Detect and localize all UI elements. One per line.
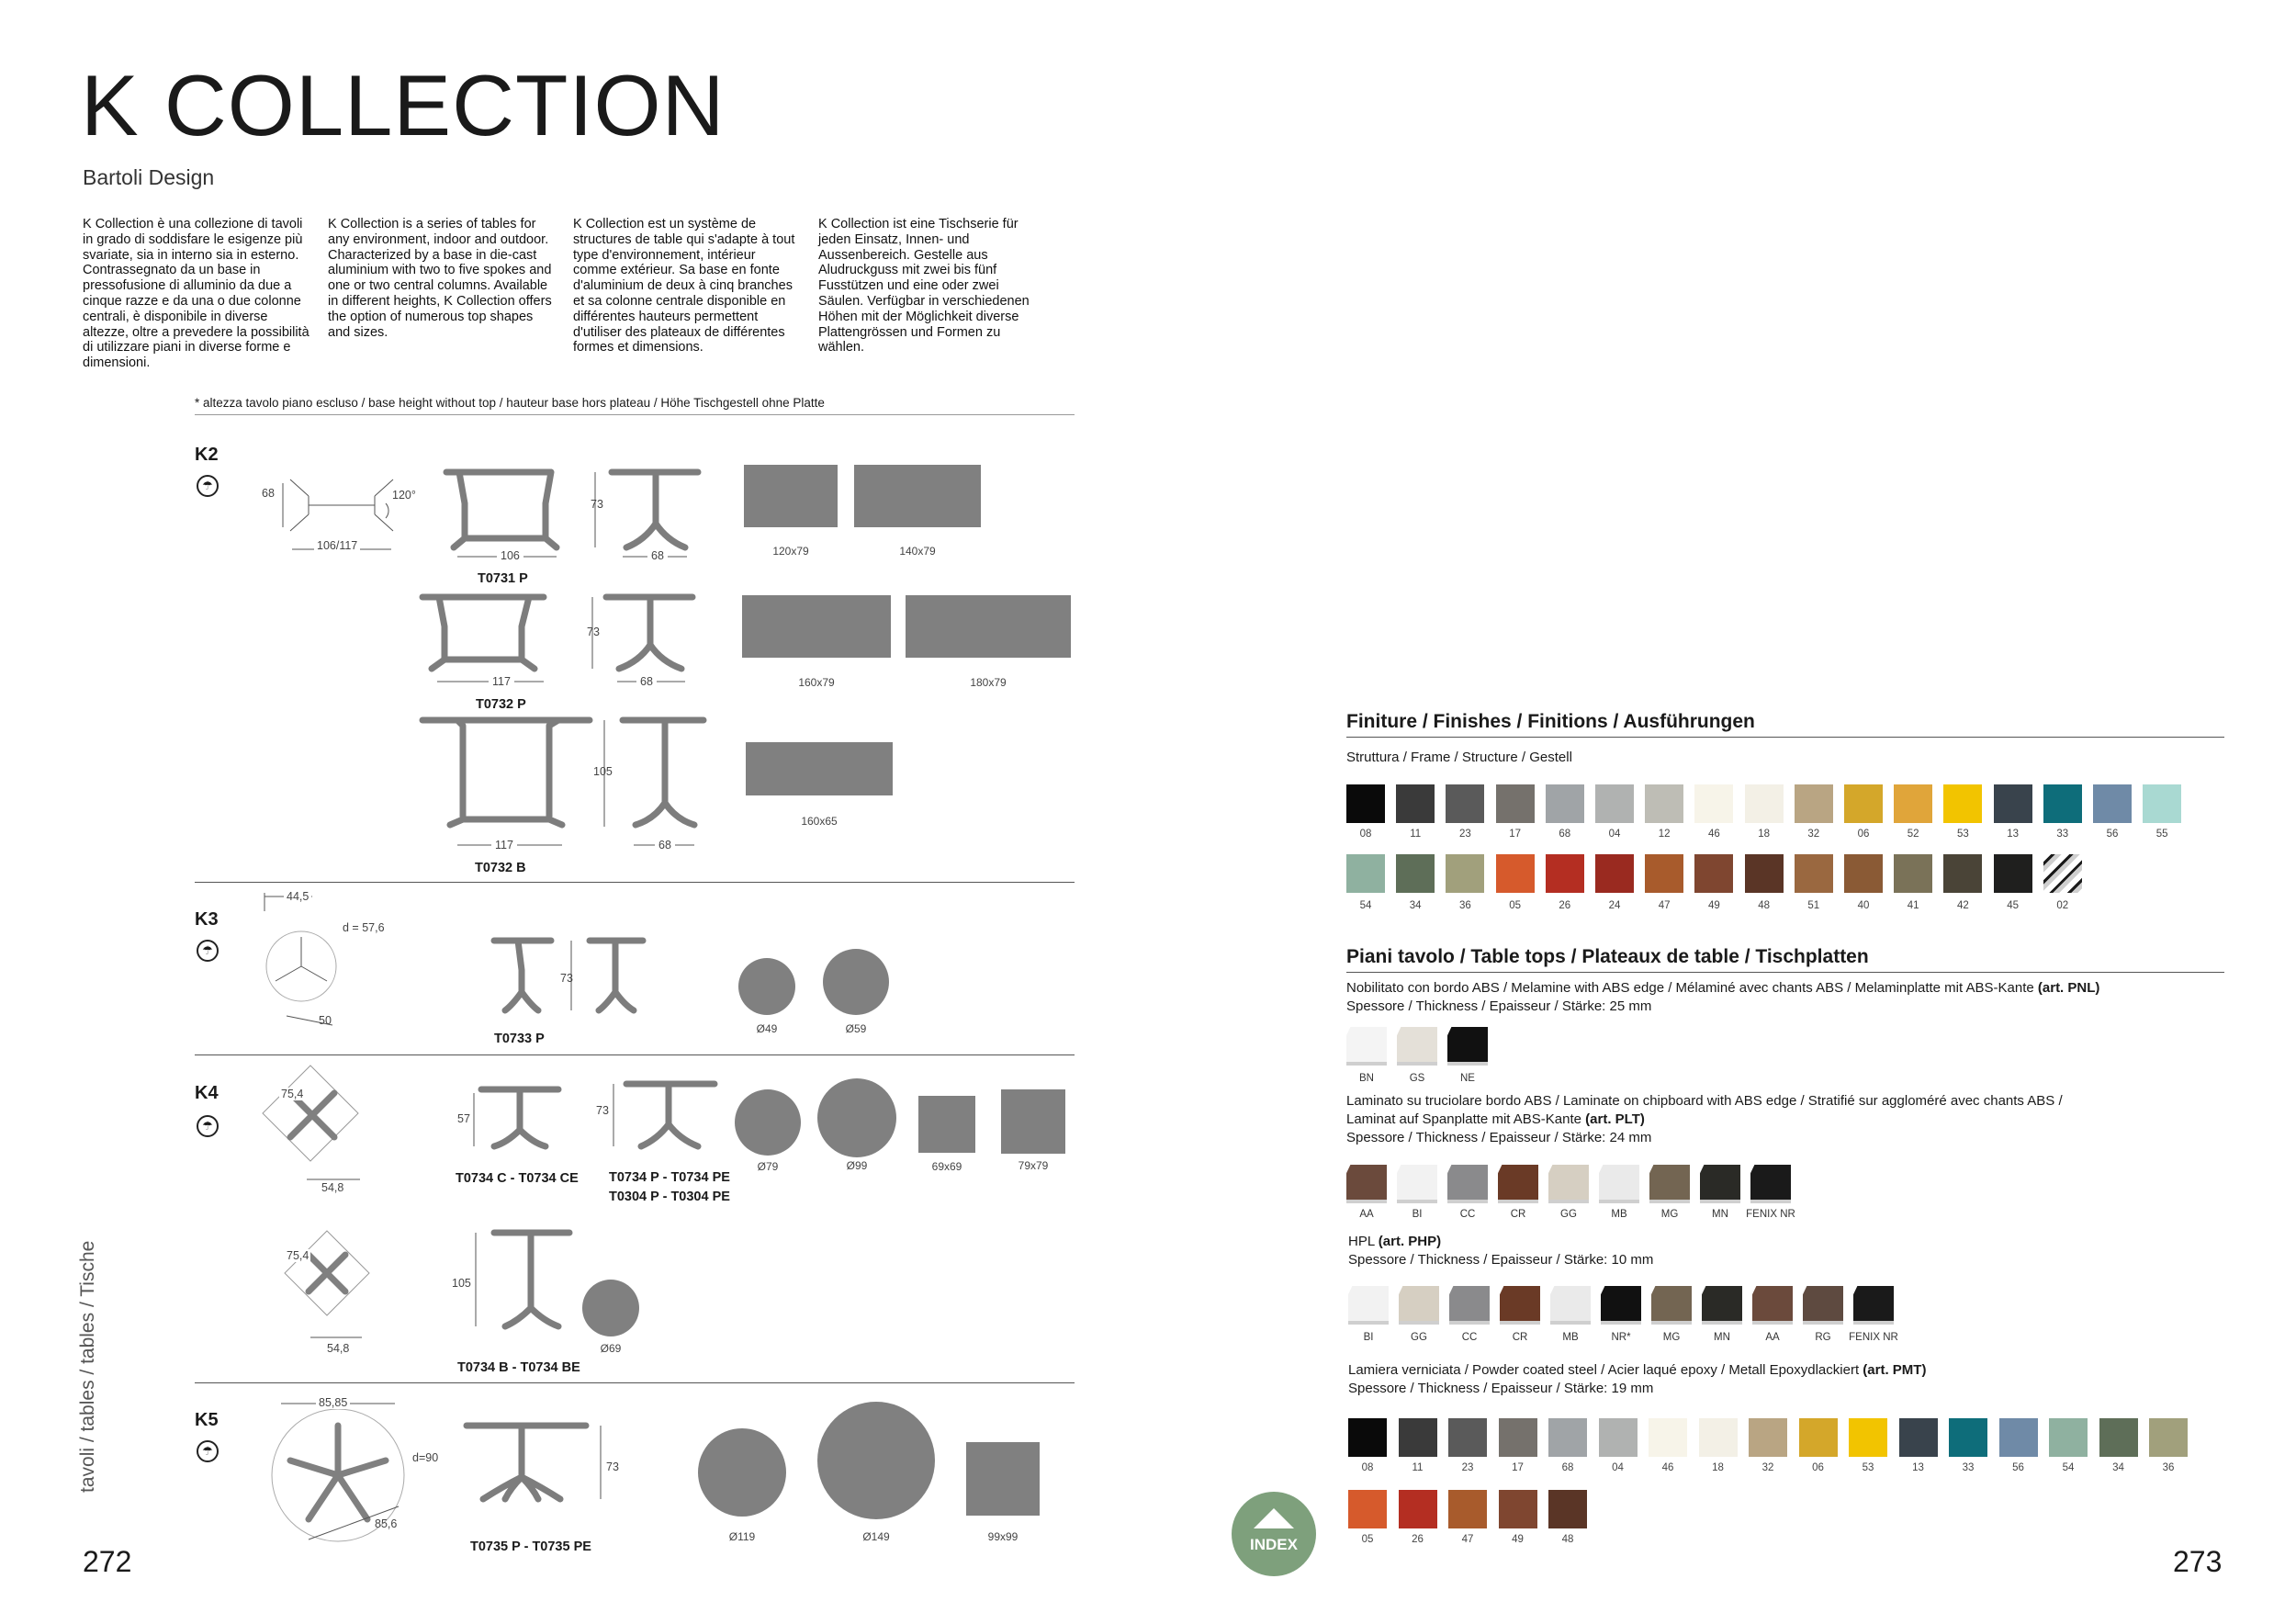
finish-code-label: 26 [1559,900,1571,911]
k4-h2: 73 [596,1104,609,1117]
top-size-label: Ø99 [846,1159,868,1172]
color-swatch [1595,784,1634,823]
color-swatch [1943,784,1982,823]
top-size-label: 160x79 [798,676,835,689]
k5-plan-d: d=90 [412,1451,439,1464]
finish-code-label: 47 [1461,1534,1474,1545]
k3-plan-b: 50 [319,1014,332,1027]
finish-code-label: 34 [2112,1462,2124,1473]
color-swatch [1548,1418,1587,1457]
index-label: INDEX [1250,1536,1298,1553]
color-swatch [1844,854,1883,893]
finish-plate [1498,1165,1538,1203]
k4-plan-drawing [255,1062,375,1190]
top-round [817,1402,935,1519]
finish-code-label: GG [1560,1209,1577,1220]
finish-code-label: 36 [2162,1462,2175,1473]
designer-subtitle: Bartoli Design [83,165,215,189]
finish-code-label: 18 [1758,829,1770,840]
top-size-label: Ø79 [757,1160,779,1173]
finish-code-label: 51 [1807,900,1820,911]
finishes-title: Finiture / Finishes / Finitions / Ausführungen [1346,711,1755,732]
k3-drawing [481,937,665,1029]
section-divider [195,1382,1075,1383]
k2-row2-height: 73 [587,626,600,638]
color-swatch [2099,1418,2138,1457]
finish-code-label: 13 [2007,829,2019,840]
arrow-up-icon [1254,1508,1294,1528]
finish-code-label: 54 [2062,1462,2075,1473]
color-swatch [1399,1418,1437,1457]
plt-thickness: Spessore / Thickness / Epaisseur / Stärke: 24 mm [1346,1130,1652,1145]
color-swatch [1546,784,1584,823]
k2-row1-depth: 68 [647,549,668,562]
note-divider [195,414,1075,415]
color-swatch [1446,784,1484,823]
finish-code-label: 48 [1758,900,1770,911]
finish-code-label: FENIX NR [1746,1209,1795,1220]
k4-code1: T0734 C - T0734 CE [456,1171,579,1186]
color-swatch [1899,1418,1938,1457]
finish-code-label: 23 [1461,1462,1474,1473]
k4-code3: T0734 B - T0734 BE [457,1360,580,1375]
color-swatch [1795,854,1833,893]
vertical-category-label: tavoli / tables / tables / Tische [77,1240,98,1493]
model-k4: K4 [195,1083,219,1103]
k2-row2-drawing [415,593,718,685]
k2-row2-depth: 68 [636,675,657,688]
k5-height: 73 [606,1460,619,1473]
finish-plate [1700,1165,1740,1203]
umbrella-icon: ☂ [197,940,219,962]
finish-code-label: AA [1765,1332,1780,1343]
k4-drawing [474,1084,749,1176]
finish-plate [1803,1286,1843,1325]
color-swatch [1844,784,1883,823]
table-tops-title: Piani tavolo / Table tops / Plateaux de table / Tischplatten [1346,946,1869,967]
k2-plan-angle: 120° [392,489,416,502]
finish-plate [1548,1165,1589,1203]
k3-height: 73 [560,972,573,985]
finish-plate [1599,1165,1639,1203]
finish-code-label: NR* [1611,1332,1631,1343]
finish-plate [1601,1286,1641,1325]
finish-code-label: MG [1662,1332,1681,1343]
table-tops-divider [1346,972,2224,973]
color-swatch [1894,784,1932,823]
k4-plan-b: 54,8 [321,1181,344,1194]
finish-code-label: 68 [1561,1462,1574,1473]
pnl-description [1346,979,2099,998]
finish-code-label: 04 [1608,829,1621,840]
pmt-thickness: Spessore / Thickness / Epaisseur / Stärke: 19 mm [1348,1381,1654,1396]
color-swatch [1546,854,1584,893]
color-swatch [1949,1418,1987,1457]
pnl-line1: Nobilitato con bordo ABS / Melamine with ABS edge / Mélaminé avec chants ABS / Melaminplatte mit ABS-Kante [1346,980,2034,996]
finish-code-label: 45 [2007,900,2019,911]
finish-code-label: CC [1461,1332,1478,1343]
finish-code-label: BI [1412,1209,1423,1220]
description-it: K Collection è una collezione di tavoli in grado di soddisfare le esigenze più svariate, sia in interno sia in esterno. Contrassegnato da un base in pressofusione di alluminio da due a cinque razze e da una o due colonne centrali, è disponibile in diverse altezze, oltre a prevedere la possibilità di utilizzare piani in diverse forme e dimensioni. [83,217,310,371]
height-note: * altezza tavolo piano escluso / base height without top / hauteur base hors plateau / Höhe Tischgestell ohne Platte [195,396,825,410]
color-swatch [1348,1418,1387,1457]
k2-plan-width: 106/117 [314,539,360,552]
k5-plan-a: 85,85 [316,1396,350,1409]
color-swatch [2149,1418,2188,1457]
frame-label: Struttura / Frame / Structure / Gestell [1346,750,1572,765]
color-swatch [1396,784,1435,823]
index-button[interactable] [1232,1492,1316,1576]
color-swatch [2043,854,2082,893]
top-size-label: Ø149 [862,1530,890,1543]
finish-code-label: 46 [1661,1462,1674,1473]
k4-code2a: T0734 P - T0734 PE [609,1170,730,1185]
finish-code-label: 26 [1412,1534,1424,1545]
finish-code-label: 24 [1608,900,1621,911]
pnl-art: (art. PNL) [2037,980,2100,996]
description-de: K Collection ist eine Tischserie für jeden Einsatz, Innen- und Aussenbereich. Gestelle aus Aludruckguss mit zwei bis fünf Fusstützen und eine oder zwei Säulen. Verfügbar in verschiedenen Höhen mit der Möglichkeit diverse Plattengrössen und Formen zu wählen. [818,217,1030,355]
finish-plate [1649,1165,1690,1203]
finish-code-label: 11 [1412,1462,1424,1473]
finish-plate [1348,1286,1389,1325]
color-swatch [1396,854,1435,893]
finish-plate [1449,1286,1490,1325]
finish-code-label: AA [1359,1209,1374,1220]
finish-code-label: GG [1411,1332,1427,1343]
top-rect [742,595,891,658]
finish-code-label: 56 [2106,829,2119,840]
php-description [1348,1233,1441,1251]
color-swatch [1599,1418,1638,1457]
finish-code-label: 17 [1512,1462,1524,1473]
k5-code: T0735 P - T0735 PE [470,1539,591,1554]
finish-code-label: RG [1815,1332,1831,1343]
umbrella-icon: ☂ [197,1115,219,1137]
finish-code-label: 56 [2012,1462,2024,1473]
color-swatch [1745,854,1784,893]
description-en: K Collection is a series of tables for any environment, indoor and outdoor. Characterized by a base in die-cast aluminium with two to five spokes and one or two central columns. Available in different heights, K Collection offers the option of numerous top shapes and sizes. [328,217,552,340]
model-k3: K3 [195,909,219,930]
finish-plate [1397,1165,1437,1203]
finish-code-label: BN [1359,1073,1374,1084]
color-swatch [1346,854,1385,893]
k4-h3: 105 [452,1277,471,1290]
color-swatch [1694,784,1733,823]
php-line1: HPL [1348,1234,1375,1249]
color-swatch [1446,854,1484,893]
color-swatch [2049,1418,2088,1457]
section-divider [195,1054,1075,1055]
top-size-label: 120x79 [772,545,809,558]
color-swatch [2043,784,2082,823]
k2-row1-code: T0731 P [478,571,528,586]
k4-row2-drawing [476,1229,586,1339]
color-swatch [1799,1418,1838,1457]
finish-plate [1750,1165,1791,1203]
color-swatch [1795,784,1833,823]
finish-code-label: MN [1714,1332,1730,1343]
color-swatch [1745,784,1784,823]
finish-code-label: 49 [1707,900,1720,911]
finish-plate [1853,1286,1894,1325]
k2-row3-depth: 68 [655,839,675,851]
k3-plan-drawing [259,893,406,1031]
color-swatch [1849,1418,1887,1457]
finish-code-label: 18 [1712,1462,1724,1473]
finish-code-label: 52 [1907,829,1919,840]
finish-code-label: 33 [2056,829,2069,840]
top-round [817,1078,896,1157]
k4-plan2-b: 54,8 [327,1342,350,1355]
finish-code-label: 08 [1361,1462,1374,1473]
pnl-thickness: Spessore / Thickness / Epaisseur / Stärke: 25 mm [1346,998,1652,1014]
color-swatch [1499,1418,1537,1457]
k2-row1-height: 73 [591,498,603,511]
finish-code-label: 02 [2056,900,2069,911]
finish-plate [1500,1286,1540,1325]
finish-code-label: 68 [1559,829,1571,840]
finish-code-label: 32 [1761,1462,1774,1473]
plt-description [1346,1111,1645,1129]
k4-code2b: T0304 P - T0304 PE [609,1190,730,1204]
finish-code-label: 46 [1707,829,1720,840]
k4-plan-a: 75,4 [281,1088,304,1100]
finish-code-label: FENIX NR [1849,1332,1898,1343]
color-swatch [2093,784,2132,823]
finish-code-label: 33 [1962,1462,1975,1473]
finish-code-label: NE [1460,1073,1475,1084]
finish-code-label: 36 [1458,900,1471,911]
description-fr: K Collection est un système de structures de table qui s'adapte à tout type d'environnement, intérieur comme extérieur. Sa base en fonte d'aluminium de deux à cinq branches et sa colonne centrale disponible en différentes hauteurs permettent d'utiliser des plateaux de différentes formes et dimensions. [573,217,795,355]
finish-plate [1346,1165,1387,1203]
finish-plate [1397,1027,1437,1066]
page-number-left: 272 [83,1545,132,1578]
finish-code-label: MN [1712,1209,1728,1220]
finish-code-label: 40 [1857,900,1870,911]
plt-line2: Laminat auf Spanplatte mit ABS-Kante [1346,1111,1581,1127]
top-rect [966,1442,1040,1516]
finish-plate [1550,1286,1591,1325]
finish-code-label: MB [1562,1332,1579,1343]
k2-plan-depth: 68 [262,487,275,500]
finish-code-label: 48 [1561,1534,1574,1545]
finish-code-label: 12 [1658,829,1671,840]
color-swatch [1894,854,1932,893]
color-swatch [1994,854,2032,893]
top-rect [854,465,981,527]
color-swatch [1448,1490,1487,1528]
k3-code: T0733 P [494,1032,545,1046]
finish-code-label: CC [1459,1209,1476,1220]
top-size-label: 79x79 [1018,1159,1049,1172]
finish-plate [1752,1286,1793,1325]
pmt-description [1348,1361,1926,1380]
top-size-label: 160x65 [801,815,838,828]
k5-plan-drawing [272,1393,437,1549]
color-swatch [1694,854,1733,893]
top-round [823,949,889,1015]
plt-line1: Laminato su truciolare bordo ABS / Laminate on chipboard with ABS edge / Stratifié sur aggloméré avec chants ABS / [1346,1093,2063,1109]
k4-plan2-drawing [276,1227,386,1347]
finish-code-label: 04 [1612,1462,1624,1473]
top-rect [744,465,838,527]
top-size-label: Ø49 [756,1022,778,1035]
finish-code-label: 05 [1361,1534,1374,1545]
finish-code-label: 11 [1410,829,1422,840]
color-swatch [1496,854,1535,893]
finish-code-label: 54 [1359,900,1372,911]
top-size-label: 99x99 [987,1530,1019,1543]
color-swatch [1645,784,1683,823]
finish-code-label: 06 [1812,1462,1824,1473]
finish-code-label: 08 [1359,829,1372,840]
k4-plan2-a: 75,4 [287,1249,310,1262]
finish-code-label: 41 [1907,900,1919,911]
finishes-divider [1346,737,2224,738]
finish-code-label: 05 [1509,900,1521,911]
k2-row1-width: 106 [497,549,523,562]
color-swatch [1645,854,1683,893]
k2-row2-code: T0732 P [476,697,526,712]
color-swatch [1649,1418,1687,1457]
top-size-label: 180x79 [970,676,1007,689]
top-round [735,1089,801,1156]
php-thickness: Spessore / Thickness / Epaisseur / Stärke: 10 mm [1348,1252,1654,1268]
finish-code-label: BI [1363,1332,1374,1343]
finish-code-label: MG [1660,1209,1679,1220]
top-size-label: Ø69 [600,1342,622,1355]
umbrella-icon: ☂ [197,1440,219,1462]
top-size-label: 69x69 [931,1160,962,1173]
finish-code-label: 06 [1857,829,1870,840]
k2-row3-code: T0732 B [475,861,526,875]
color-swatch [1595,854,1634,893]
finish-code-label: 13 [1912,1462,1924,1473]
top-rect [918,1096,975,1153]
top-rect [746,742,893,795]
top-round [582,1280,639,1336]
finish-code-label: 53 [1862,1462,1874,1473]
top-round [698,1428,786,1517]
page-title: K COLLECTION [81,57,726,153]
finish-plate [1702,1286,1742,1325]
pmt-line1: Lamiera verniciata / Powder coated steel / Acier laqué epoxy / Metall Epoxydlackiert [1348,1362,1860,1378]
finish-code-label: 34 [1409,900,1422,911]
finish-code-label: 47 [1658,900,1671,911]
finish-code-label: 49 [1512,1534,1524,1545]
color-swatch [2143,784,2181,823]
color-swatch [1499,1490,1537,1528]
k2-row1-drawing [439,467,733,568]
color-swatch [1548,1490,1587,1528]
k2-row3-width: 117 [491,839,517,851]
k5-plan-b: 85,6 [375,1517,398,1530]
umbrella-icon: ☂ [197,475,219,497]
finish-plate [1447,1027,1488,1066]
finish-code-label: CR [1512,1332,1528,1343]
color-swatch [1943,854,1982,893]
k3-plan-a: 44,5 [284,890,311,903]
page-number-right: 273 [2173,1545,2223,1578]
model-k2: K2 [195,445,219,465]
color-swatch [1448,1418,1487,1457]
color-swatch [1348,1490,1387,1528]
finish-code-label: CR [1510,1209,1526,1220]
k4-h1: 57 [457,1112,470,1125]
top-rect [906,595,1071,658]
plt-art: (art. PLT) [1585,1111,1645,1127]
finish-plate [1399,1286,1439,1325]
finish-code-label: 17 [1509,829,1521,840]
k5-drawing [463,1422,628,1505]
top-size-label: Ø119 [728,1530,756,1543]
color-swatch [1399,1490,1437,1528]
top-rect [1001,1089,1065,1154]
finish-code-label: MB [1611,1209,1627,1220]
k2-row3-height: 105 [593,765,613,778]
model-k5: K5 [195,1410,219,1430]
pmt-art: (art. PMT) [1863,1362,1927,1378]
php-art: (art. PHP) [1378,1234,1442,1249]
finish-plate [1651,1286,1692,1325]
color-swatch [1994,784,2032,823]
finish-code-label: 53 [1956,829,1969,840]
color-swatch [1749,1418,1787,1457]
finish-plate [1346,1027,1387,1066]
finish-code-label: 23 [1458,829,1471,840]
color-swatch [1496,784,1535,823]
color-swatch [1699,1418,1738,1457]
k3-plan-d: d = 57,6 [343,921,385,934]
finish-plate [1447,1165,1488,1203]
finish-code-label: 32 [1807,829,1820,840]
finish-code-label: GS [1409,1073,1425,1084]
k2-row2-width: 117 [489,675,514,688]
top-size-label: 140x79 [899,545,936,558]
top-size-label: Ø59 [845,1022,867,1035]
finish-code-label: 55 [2155,829,2168,840]
finish-code-label: 42 [1956,900,1969,911]
top-round [738,958,795,1015]
color-swatch [1346,784,1385,823]
color-swatch [1999,1418,2038,1457]
section-divider [195,882,1075,883]
